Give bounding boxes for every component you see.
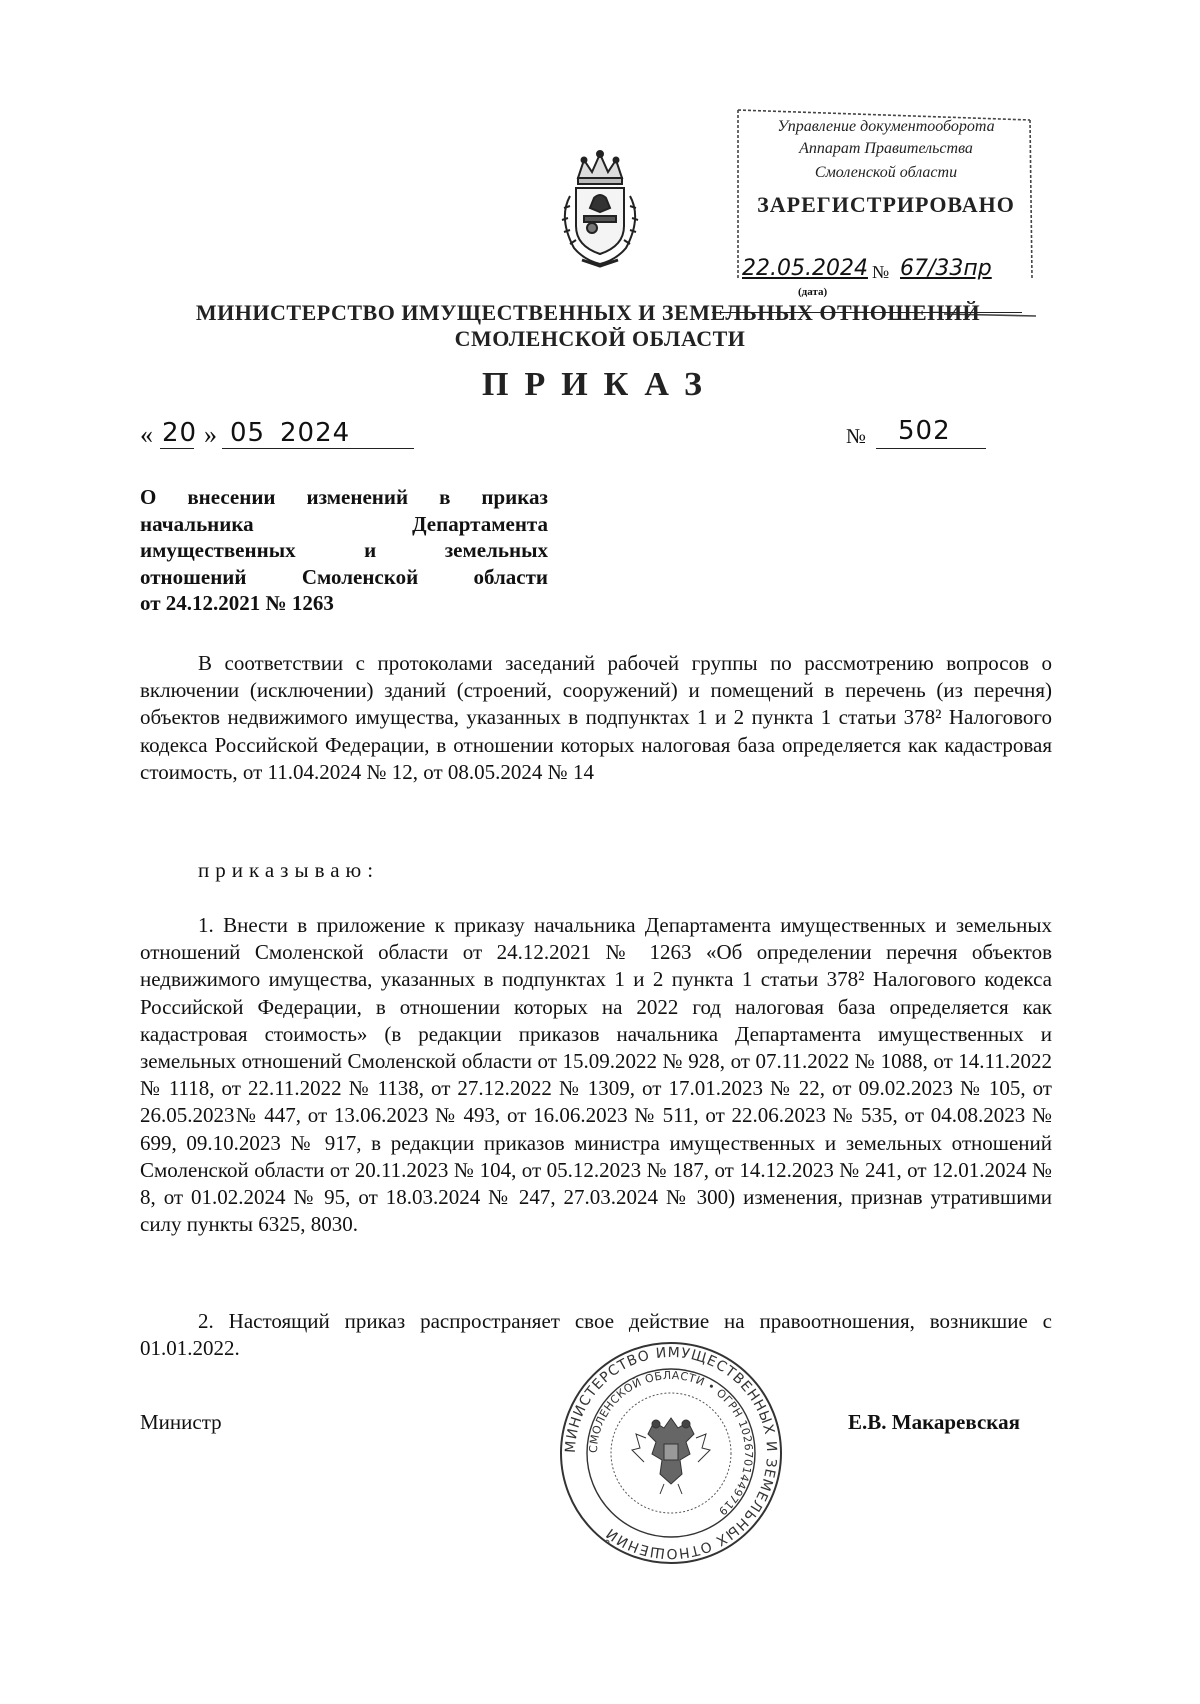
stamp-date-caption: (дата) [798,286,828,298]
stamp-border [730,108,1042,322]
item-1-text: 1. Внести в приложение к приказу начальника Департамента имущественных и земельных отношений Смоленской области от 24.12.2021 № 1263 «Об определении перечня объектов недвижимого имущества, указанных в подпунктах 1 и 2 пункта 1 статьи 378² Налогового кодекса Российской Федерации, в отношении которых на 2022 год налоговая база определяется как кадастровая стоимость» (в редакции приказов начальника Департамента имущественных и земельных отношений Смоленской области от 15.09.2022 № 928, от 07.11.2022 № 1088, от 14.11.2022 № 1118, от 22.11.2022 № 1138, от 27.12.2022 № 1309, от 17.01.2023 № 22, от 09.02.2023 № 105, от 26.05.2023№ 447, от 13.06.2023 № 493, от 16.06.2023 № 511, от 22.06.2023 № 535, от 04.08.2023 № 699, 09.10.2023 № 917, в редакции приказов министра имущественных и земельных отношений Смоленской области от 20.11.2023 № 104, от 05.12.2023 № 187, от 14.12.2023 № 241, от 12.01.2024 № 8, от 01.02.2024 № 95, от 18.03.2024 № 247, 27.03.2024 № 300) изменения, признав утратившими силу пункты 6325, 8030. [140,913,1052,1237]
subject-line: отношений Смоленской области [140,564,548,589]
stamp-handwritten-date: 22.05.2024 [742,256,868,281]
official-seal [556,1338,786,1568]
stamp-line-region: Смоленской области [814,164,958,181]
preamble-text: В соответствии с протоколами заседаний рабочей группы по рассмотрению вопросов о включении (исключении) зданий (строений, сооружений) и помещений в перечень (из перечня) объектов недвижимого имущества, указанных в подпунктах 1 и 2 пункта 1 статьи 378² Налогового кодекса Российской Федерации, в отношении которых налоговая база определяется как кадастровая стоимость, от 11.04.2024 № 12, от 08.05.2024 № 14 [140,651,1052,784]
day-underline [160,448,194,449]
stamp-line-department: Управление документооборота [777,118,995,135]
date-open-quote: « [140,420,153,449]
stamp-handwritten-number: 67/33пр [900,256,992,281]
order-day: 20 [162,418,198,448]
preamble-paragraph [140,650,1052,786]
signatory-name: Е.В. Макаревская [848,1410,1020,1434]
ministry-name-line1: МИНИСТЕРСТВО ИМУЩЕСТВЕННЫХ И ЗЕМЕЛЬНЫХ ОТНОШЕНИЙ [195,300,981,325]
order-number: 502 [898,416,951,446]
item-2-text: 2. Настоящий приказ распространяет свое действие на правоотношения, возникшие с 01.01.2022. [140,1309,1052,1361]
seal-outer-text: МИНИСТЕРСТВО ИМУЩЕСТВЕННЫХ И ЗЕМЕЛЬНЫХ ОТНОШЕНИЙ [562,1344,780,1562]
date-close-quote: » [204,420,217,449]
order-month: 05 [230,418,266,448]
order-number-prefix: № [846,424,867,448]
date-underline [222,448,414,449]
order-item-1 [140,912,1052,1238]
subject-line: имущественных и земельных [140,538,548,562]
subject-line: начальника Департамента [140,511,548,536]
number-underline [876,448,986,449]
order-word: приказываю: [198,858,380,882]
seal-inner-text: СМОЛЕНСКОЙ ОБЛАСТИ • ОГРН 1026701449719 [586,1368,756,1518]
subject-line: О внесении изменений в приказ [140,485,548,509]
stamp-status: ЗАРЕГИСТРИРОВАНО [757,192,1015,217]
strike-through-line [712,312,1022,313]
signatory-position: Министр [140,1410,222,1434]
subject-line: от 24.12.2021 № 1263 [140,591,334,615]
ministry-name-line2: СМОЛЕНСКОЙ ОБЛАСТИ [454,326,746,351]
stamp-number-prefix: № [872,262,890,282]
stamp-line-apparatus: Аппарат Правительства [799,140,973,157]
coat-of-arms-emblem [540,148,660,270]
order-year: 2024 [280,418,351,448]
order-subject [140,484,548,617]
eagle-emblem-icon [632,1418,710,1494]
document-type-title: ПРИКАЗ [482,366,718,403]
